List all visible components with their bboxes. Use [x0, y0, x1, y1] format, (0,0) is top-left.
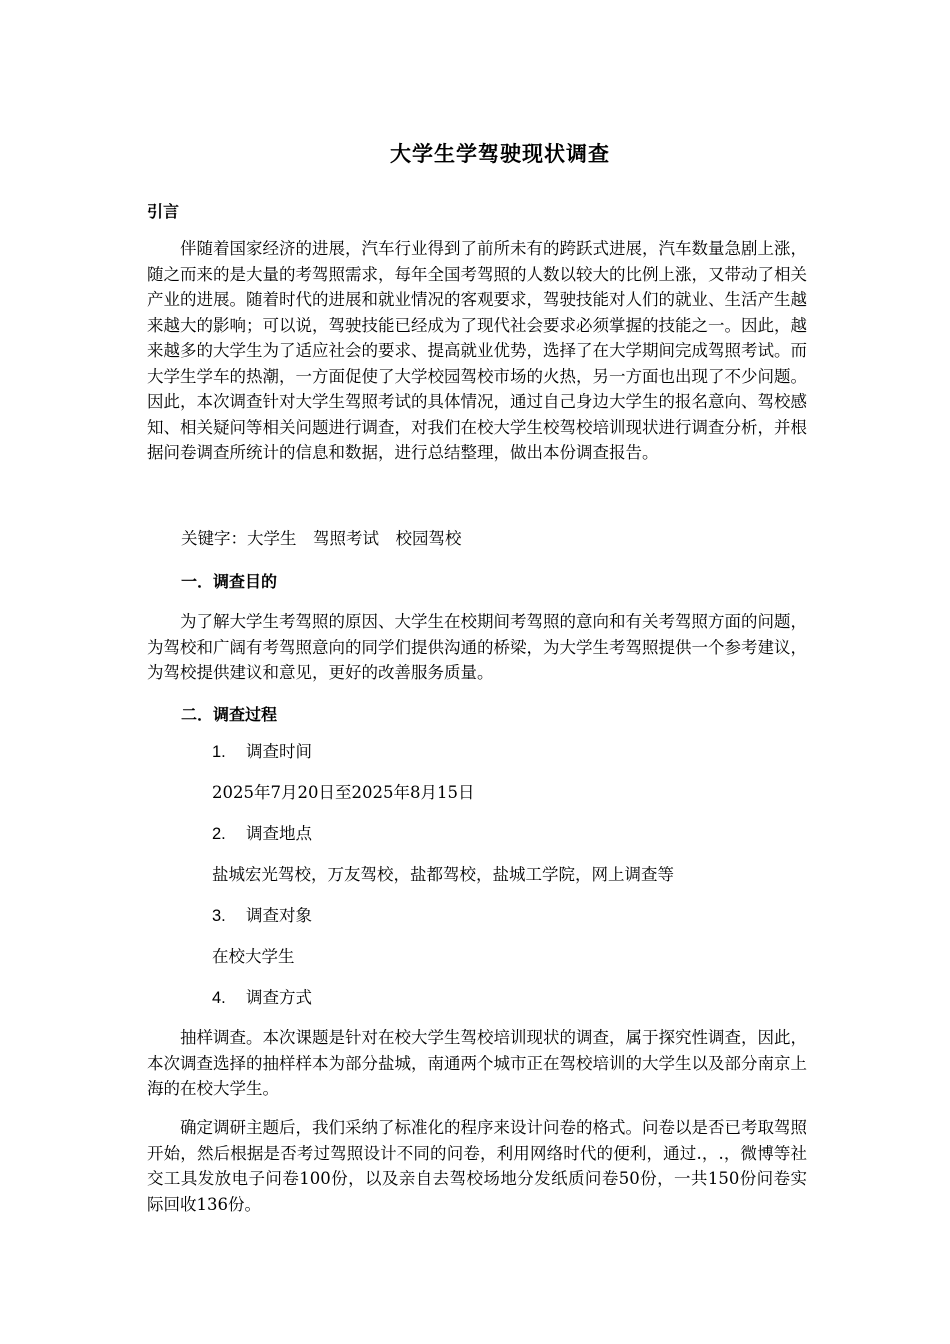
item-3-heading: [212, 905, 312, 927]
item-1-label: 调查时间: [246, 742, 312, 761]
method-paragraph-2: 确定调研主题后，我们采纳了标准化的程序来设计问卷的格式。问卷以是否已考取驾照开始，然后根据是否考过驾照设计不同的问卷，利用网络时代的便利，通过.，.，微博等社交工具发放电子问卷100份，以及亲自去驾校场地分发纸质问卷50份，一共150份问卷实际回收136份。: [147, 1118, 807, 1214]
item-3-label: 调查对象: [246, 906, 312, 925]
item-3-content: 在校大学生: [212, 947, 295, 966]
item-1-content: 2025年7月20日至2025年8月15日: [212, 783, 475, 802]
item-2-label: 调查地点: [246, 824, 312, 843]
item-4-label: 调查方式: [246, 988, 312, 1007]
method-paragraph-1: 抽样调查。本次课题是针对在校大学生驾校培训现状的调查，属于探究性调查，因此，本次调查选择的抽样样本为部分盐城，南通两个城市正在驾校培训的大学生以及部分南京上海的在校大学生。: [147, 1028, 807, 1098]
item-4-number: 4.: [212, 989, 226, 1007]
item-4-heading: [212, 987, 312, 1009]
item-1-number: 1.: [212, 743, 226, 761]
intro-heading: 引言: [147, 202, 180, 221]
item-2-heading: [212, 823, 312, 845]
intro-paragraph: 伴随着国家经济的进展，汽车行业得到了前所未有的跨跃式进展，汽车数量急剧上涨，随之而来的是大量的考驾照需求，每年全国考驾照的人数以较大的比例上涨，又带动了相关产业的进展。随着时代的进展和就业情况的客观要求，驾驶技能对人们的就业、生活产生越来越大的影响；可以说，驾驶技能已经成为了现代社会要求必须掌握的技能之一。因此，越来越多的大学生为了适应社会的要求、提高就业优势，选择了在大学期间完成驾照考试。而大学生学车的热潮，一方面促使了大学校园驾校市场的火热，另一方面也出现了不少问题。因此，本次调查针对大学生驾照考试的具体情况，通过自己身边大学生的报名意向、驾校感知、相关疑问等相关问题进行调查，对我们在校大学生校驾校培训现状进行调查分析，并根据问卷调查所统计的信息和数据，进行总结整理，做出本份调查报告。: [147, 239, 807, 462]
item-3-number: 3.: [212, 907, 226, 925]
item-1-heading: [212, 741, 312, 763]
section1-heading: 一．调查目的: [181, 572, 278, 591]
section1-paragraph: 为了解大学生考驾照的原因、大学生在校期间考驾照的意向和有关考驾照方面的问题，为驾校和广阔有考驾照意向的同学们提供沟通的桥梁，为大学生考驾照提供一个参考建议，为驾校提供建议和意见，更好的改善服务质量。: [147, 612, 807, 682]
keywords-line: 关键字：大学生 驾照考试 校园驾校: [181, 529, 462, 548]
document-title: 大学生学驾驶现状调查: [390, 142, 610, 166]
item-2-number: 2.: [212, 825, 226, 843]
item-2-content: 盐城宏光驾校，万友驾校，盐都驾校，盐城工学院，网上调查等: [212, 865, 674, 884]
section2-heading: 二．调查过程: [181, 705, 278, 724]
